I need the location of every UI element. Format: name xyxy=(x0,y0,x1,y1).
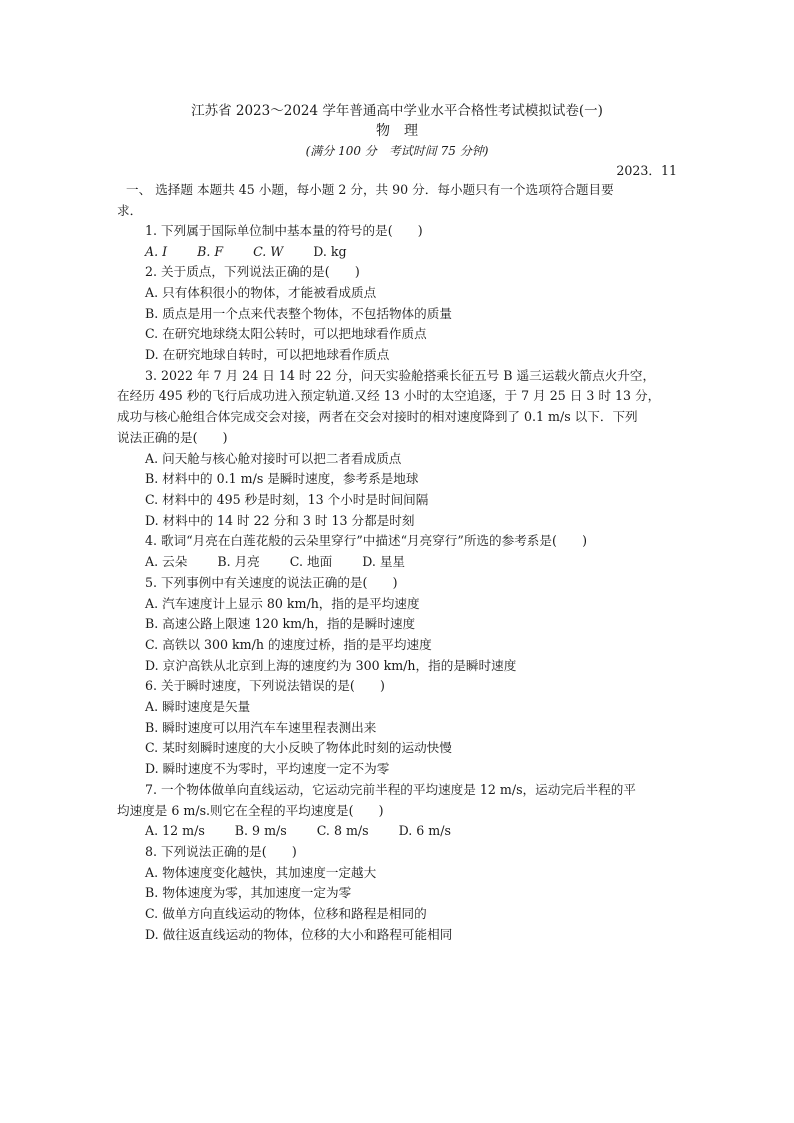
subject-title: 物理 xyxy=(376,123,432,139)
exam-date: 2023．11 xyxy=(616,163,677,178)
question-3-option-b: B. 材料中的 0.1 m/s 是瞬时速度，参考系是地球 xyxy=(145,471,419,486)
question-1-option-a: A. I xyxy=(145,244,168,259)
question-3-stem-line-1: 3. 2022 年 7 月 24 日 14 时 22 分，问天实验舱搭乘长征五号 B 遥三运载火箭点火升空， xyxy=(145,368,656,383)
question-7-option-b: B. 9 m/s xyxy=(234,823,287,838)
exam-title: 江苏省 2023～2024 学年普通高中学业水平合格性考试模拟试卷(一) xyxy=(191,103,603,119)
question-4-option-a: A. 云朵 xyxy=(145,554,188,569)
question-6-option-a: A. 瞬时速度是矢量 xyxy=(145,699,251,714)
question-1-option-b: B. F xyxy=(197,244,224,259)
question-8-stem: 8. 下列说法正确的是( ) xyxy=(145,844,297,859)
question-2-option-a: A. 只有体积很小的物体，才能被看成质点 xyxy=(145,285,377,300)
question-6-option-b: B. 瞬时速度可以用汽车车速里程表测出来 xyxy=(145,720,377,735)
question-3-option-d: D. 材料中的 14 时 22 分和 3 时 13 分都是时刻 xyxy=(145,513,415,528)
question-7-stem-line-1: 7. 一个物体做单向直线运动，它运动完前半程的平均速度是 12 m/s，运动完后半程的平 xyxy=(145,782,636,797)
question-6-stem: 6. 关于瞬时速度，下列说法错误的是( ) xyxy=(145,678,385,693)
question-4-option-d: D. 星星 xyxy=(362,554,406,569)
question-3-stem-line-2: 在经历 495 秒的飞行后成功进入预定轨道.又经 13 小时的太空追逐，于 7 月 25 日 3 时 13 分， xyxy=(117,388,661,403)
section-instruction-line-2: 求． xyxy=(117,203,143,218)
question-8-option-a: A. 物体速度变化越快，其加速度一定越大 xyxy=(145,865,377,880)
question-2-option-d: D. 在研究地球自转时，可以把地球看作质点 xyxy=(145,347,390,362)
question-7-options xyxy=(145,821,451,842)
question-5-stem: 5. 下列事例中有关速度的说法正确的是( ) xyxy=(145,575,398,590)
question-5-option-c: C. 高铁以 300 km/h 的速度过桥，指的是平均速度 xyxy=(145,637,432,652)
question-5-option-b: B. 高速公路上限速 120 km/h，指的是瞬时速度 xyxy=(145,616,416,631)
question-6-option-c: C. 某时刻瞬时速度的大小反映了物体此时刻的运动快慢 xyxy=(145,740,452,755)
question-8-option-d: D. 做往返直线运动的物体，位移的大小和路程可能相同 xyxy=(145,927,453,942)
question-1-options xyxy=(145,242,347,263)
question-5-option-a: A. 汽车速度计上显示 80 km/h，指的是平均速度 xyxy=(145,596,420,611)
exam-info: (满分 100 分 考试时间 75 分钟) xyxy=(305,144,489,158)
question-4-stem: 4. 歌词“月亮在白莲花般的云朵里穿行”中描述“月亮穿行”所选的参考系是( ) xyxy=(145,533,588,548)
question-4-option-b: B. 月亮 xyxy=(217,554,260,569)
question-1-stem: 1. 下列属于国际单位制中基本量的符号的是( ) xyxy=(145,223,423,238)
question-5-option-d: D. 京沪高铁从北京到上海的速度约为 300 km/h，指的是瞬时速度 xyxy=(145,658,517,673)
question-3-stem-line-4: 说法正确的是( ) xyxy=(117,430,228,445)
question-3-option-c: C. 材料中的 495 秒是时刻，13 个小时是时间间隔 xyxy=(145,492,429,507)
question-7-option-c: C. 8 m/s xyxy=(316,823,369,838)
question-2-option-c: C. 在研究地球绕太阳公转时，可以把地球看作质点 xyxy=(145,326,427,341)
question-8-option-b: B. 物体速度为零，其加速度一定为零 xyxy=(145,885,352,900)
question-7-option-d: D. 6 m/s xyxy=(398,823,451,838)
question-3-stem-line-3: 成功与核心舱组合体完成交会对接，两者在交会对接时的相对速度降到了 0.1 m/s 以下．下列 xyxy=(117,409,638,424)
question-6-option-d: D. 瞬时速度不为零时，平均速度一定不为零 xyxy=(145,761,390,776)
question-1-option-c: C. W xyxy=(253,244,284,259)
question-1-option-d: D. kg xyxy=(313,244,347,259)
question-2-option-b: B. 质点是用一个点来代表整个物体，不包括物体的质量 xyxy=(145,306,452,321)
question-4-option-c: C. 地面 xyxy=(289,554,333,569)
question-3-option-a: A. 问天舱与核心舱对接时可以把二者看成质点 xyxy=(145,451,402,466)
section-instruction-line-1: 一、 选择题 本题共 45 小题，每小题 2 分，共 90 分．每小题只有一个选项符合题目要 xyxy=(126,182,614,197)
question-7-stem-line-2: 均速度是 6 m/s.则它在全程的平均速度是( ) xyxy=(117,803,384,818)
question-2-stem: 2. 关于质点，下列说法正确的是( ) xyxy=(145,264,360,279)
question-4-options xyxy=(145,552,405,573)
question-7-option-a: A. 12 m/s xyxy=(145,823,205,838)
question-8-option-c: C. 做单方向直线运动的物体，位移和路程是相同的 xyxy=(145,906,427,921)
